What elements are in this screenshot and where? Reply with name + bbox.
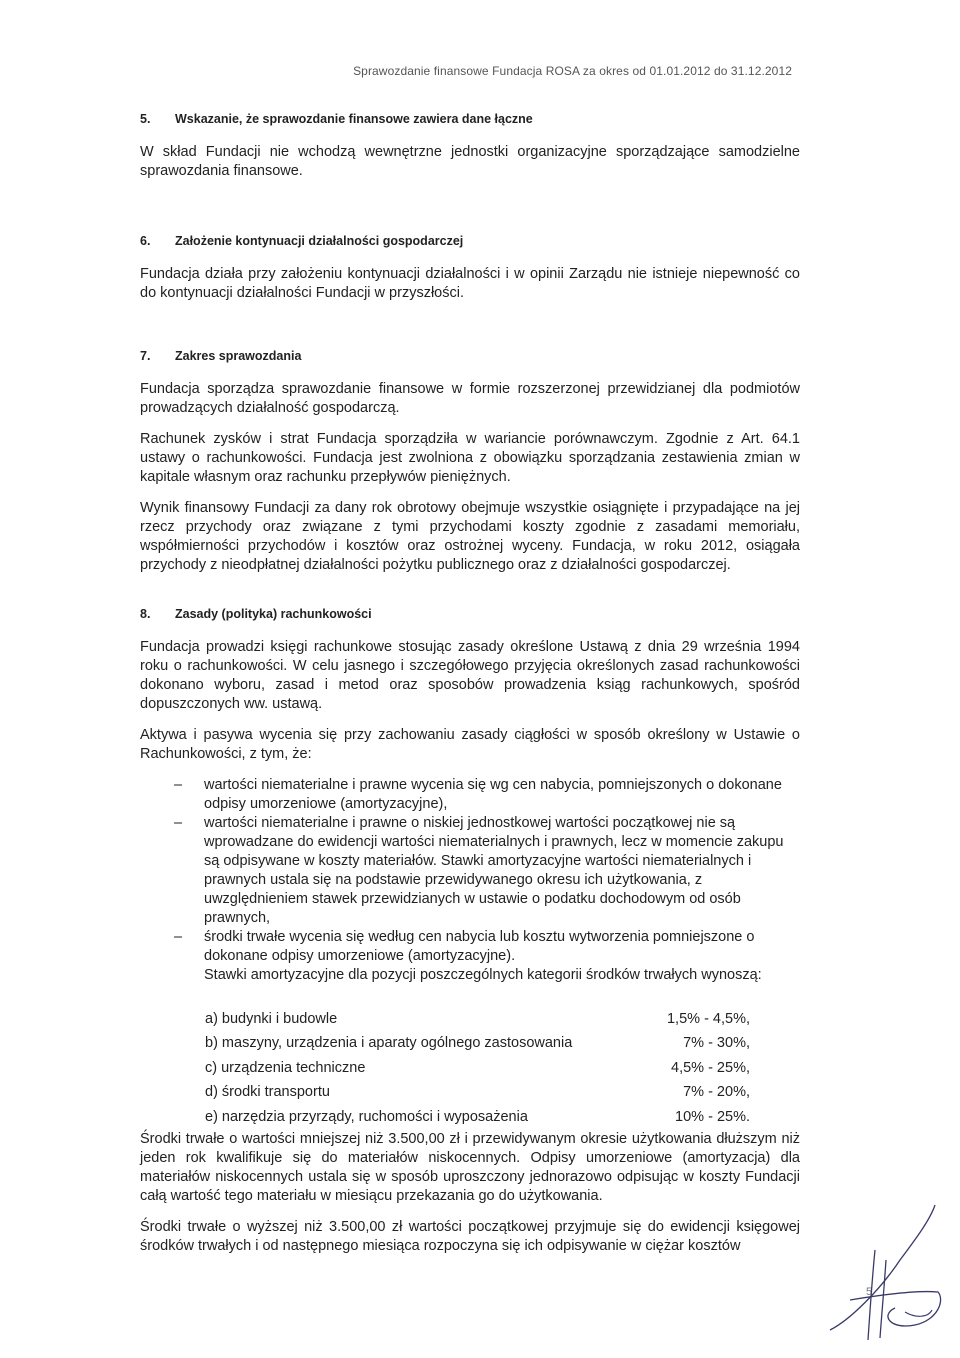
- rate-label: b) maszyny, urządzenia i aparaty ogólnego zastosowania: [205, 1035, 573, 1052]
- page-number: 5: [866, 1286, 873, 1298]
- section-title: Wskazanie, że sprawozdanie finansowe zawiera dane łączne: [175, 112, 533, 126]
- section-5: [140, 110, 800, 193]
- section-8-continued: [140, 1130, 800, 1268]
- section-heading: [140, 232, 800, 251]
- paragraph: Fundacja sporządza sprawozdanie finansowe w formie rozszerzonej przewidzianej dla podmiotów prowadzących działalność gospodarczą.: [140, 381, 800, 416]
- paragraph: Aktywa i pasywa wycenia się przy zachowaniu zasady ciągłości w sposób określony w Ustawie o Rachunkowości, z tym, że:: [140, 727, 800, 762]
- section-6: [140, 232, 800, 315]
- section-title: Założenie kontynuacji działalności gospodarczej: [175, 234, 464, 248]
- paragraph: Rachunek zysków i strat Fundacja sporządziła w wariancie porównawczym. Zgodnie z Art. 64.1 ustawy o rachunkowości. Fundacja jest zwolniona z obowiązku sporządzania zestawienia zmian w kapitale własnym oraz rachunku przepływów pieniężnych.: [140, 431, 800, 485]
- rate-label: d) środki transportu: [205, 1084, 330, 1101]
- paragraph: Środki trwałe o wyższej niż 3.500,00 zł wartości początkowej przyjmuje się do ewidencji księgowej środków trwałych i od następnego miesiąca rozpoczyna się ich odpisywanie w ciężar kosztów: [140, 1219, 800, 1254]
- list-item: – środki trwałe wycenia się według cen nabycia lub kosztu wytworzenia pomniejszone o dokonane odpisy umorzeniowe (amortyzacyjne).: [140, 928, 800, 966]
- running-header: Sprawozdanie finansowe Fundacja ROSA za okres od 01.01.2012 do 31.12.2012: [353, 64, 792, 78]
- paragraph: Fundacja działa przy założeniu kontynuacji działalności i w opinii Zarządu nie istnieje niepewność co do kontynuacji działalności Fundacji w przyszłości.: [140, 266, 800, 301]
- list-item: – wartości niematerialne i prawne wycenia się wg cen nabycia, pomniejszonych o dokonane odpisy umorzeniowe (amortyzacyjne),: [140, 776, 800, 814]
- rate-row: [205, 1056, 750, 1081]
- list-item: – wartości niematerialne i prawne o niskiej jednostkowej wartości początkowej nie są wprowadzane do ewidencji wartości niematerialnych i prawnych, lecz w momencie zakupu są odpisywane w koszty materiałów. Stawki amortyzacyjne wartości niematerialnych i prawnych ustala się na podstawie przewidywanego okresu ich użytkowania, z uwzględnieniem stawek przewidzianych w ustawie o podatku dochodowym od osób prawnych,: [140, 814, 800, 928]
- section-title: Zakres sprawozdania: [175, 349, 302, 363]
- section-number: 6.: [140, 234, 151, 248]
- section-7: [140, 347, 800, 587]
- section-number: 5.: [140, 112, 151, 126]
- rate-label: e) narzędzia przyrządy, ruchomości i wyposażenia: [205, 1108, 528, 1125]
- rates-intro: Stawki amortyzacyjne dla pozycji poszczególnych kategorii środków trwałych wynoszą:: [204, 967, 762, 983]
- section-heading: [140, 110, 800, 129]
- rate-value: 7% - 20%,: [683, 1084, 750, 1101]
- rate-row: [205, 1032, 750, 1057]
- section-8: [140, 605, 800, 1130]
- handwritten-signature: [820, 1200, 950, 1350]
- valuation-rules-list: [140, 776, 800, 966]
- rate-label: c) urządzenia techniczne: [205, 1059, 366, 1076]
- rate-value: 10% - 25%.: [675, 1108, 750, 1125]
- rate-row: [205, 1081, 750, 1106]
- rate-label: a) budynki i budowle: [205, 1010, 338, 1027]
- rate-value: 1,5% - 4,5%,: [666, 1010, 750, 1027]
- rate-row: [205, 1007, 750, 1032]
- depreciation-rates: [140, 1007, 750, 1130]
- section-number: 8.: [140, 607, 151, 621]
- paragraph: W skład Fundacji nie wchodzą wewnętrzne jednostki organizacyjne sporządzające samodzielne sprawozdania finansowe.: [140, 144, 800, 179]
- section-heading: [140, 347, 800, 366]
- rate-value: 4,5% - 25%,: [671, 1059, 750, 1076]
- section-heading: [140, 605, 800, 624]
- section-title: Zasady (polityka) rachunkowości: [175, 607, 372, 621]
- section-number: 7.: [140, 349, 151, 363]
- paragraph: Środki trwałe o wartości mniejszej niż 3.500,00 zł i przewidywanym okresie użytkowania dłuższym niż jeden rok kwalifikuje się do materiałów niskocennych. Odpisy umorzeniowe (amortyzacja) dla materiałów niskocennych ustala się w sposób uproszczony jednorazowo odpisując w koszty Fundacji całą wartość tego materiału w miesiącu przekazania go do użytkowania.: [140, 1131, 800, 1204]
- paragraph: Wynik finansowy Fundacji za dany rok obrotowy obejmuje wszystkie osiągnięte i przypadające na jej rzecz przychody oraz związane z tymi przychodami koszty zgodnie z zasadami memoriału, współmierności przychodów i kosztów oraz ostrożnej wyceny. Fundacja, w roku 2012, osiągała przychody z nieodpłatnej działalności pożytku publicznego oraz z działalności gospodarczej.: [140, 500, 800, 573]
- rate-row: [205, 1105, 750, 1130]
- paragraph: Fundacja prowadzi księgi rachunkowe stosując zasady określone Ustawą z dnia 29 września 1994 roku o rachunkowości. W celu jasnego i szczegółowego przyjęcia określonych zasad rachunkowości dokonano wyboru, zasad i metod oraz sposobów prowadzenia ksiąg rachunkowych, spośród dopuszczonych ww. ustawą.: [140, 639, 800, 712]
- rate-value: 7% - 30%,: [683, 1035, 750, 1052]
